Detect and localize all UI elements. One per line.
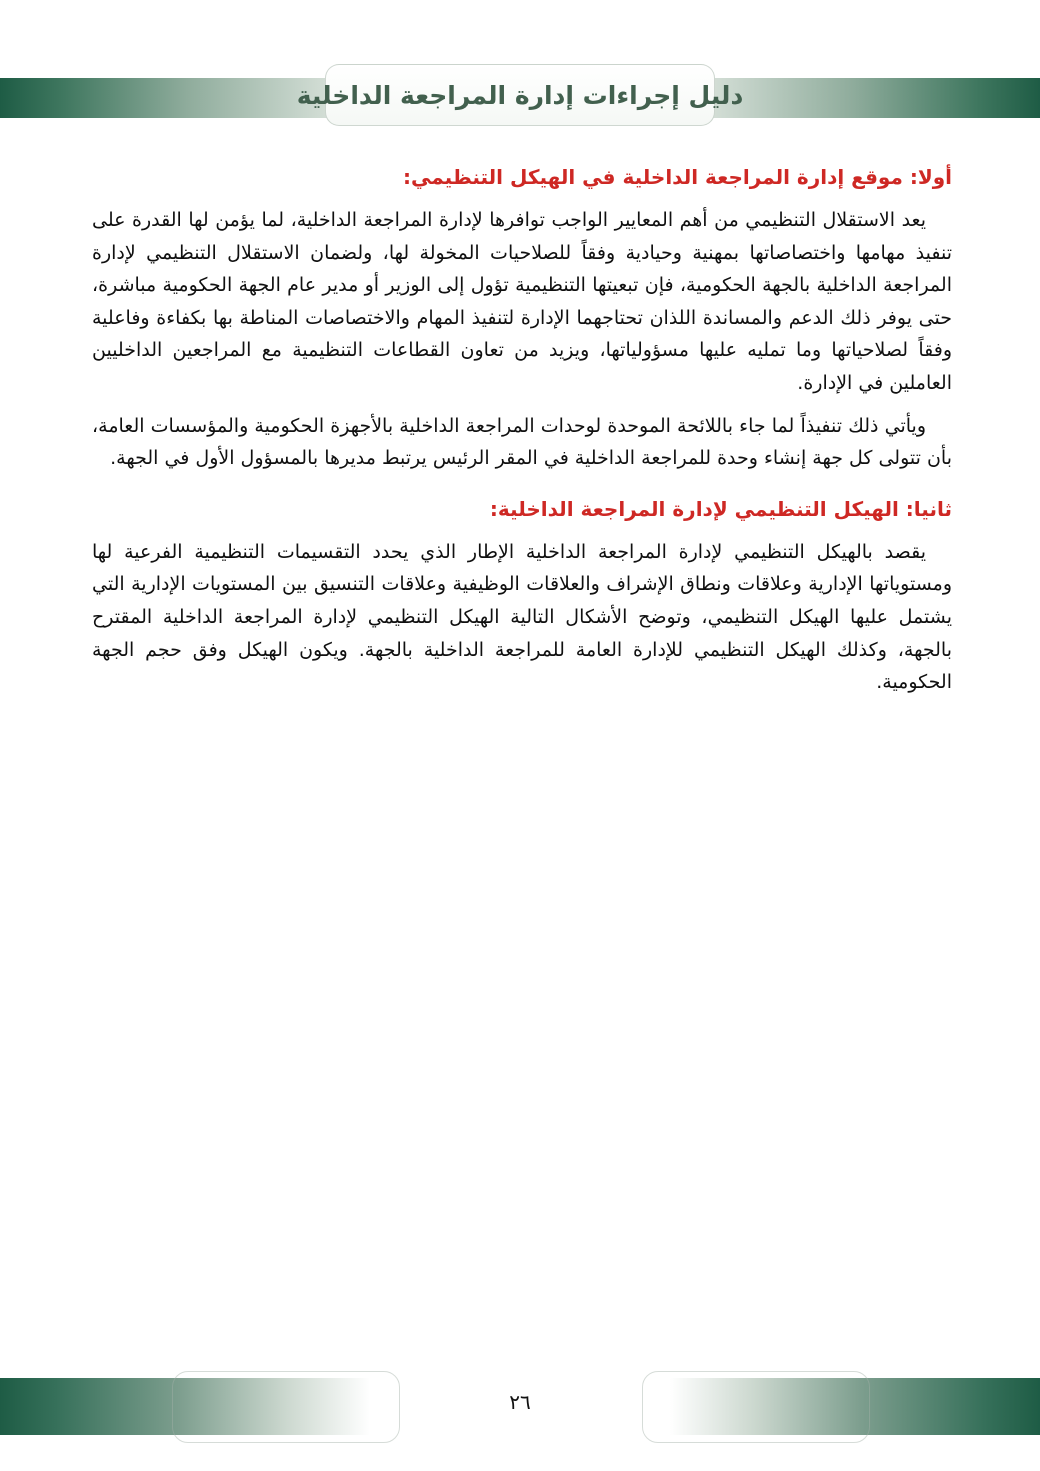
document-title: دليل إجراءات إدارة المراجعة الداخلية [296, 80, 744, 110]
paragraph-organizational-structure: يقصد بالهيكل التنظيمي لإدارة المراجعة الداخلية الإطار الذي يحدد التقسيمات التنظيمية الفرعية لها ومستوياتها الإدارية وعلاقات ونطاق الإشراف والعلاقات الوظيفية وعلاقات التنسيق بين المستويات الإدارية التي يشتمل عليها الهيكل التنظيمي، وتوضح الأشكال التالية الهيكل التنظيمي لإدارة المراجعة الداخلية المقترح بالجهة، وكذلك الهيكل التنظيمي للإدارة العامة للمراجعة الداخلية بالجهة. ويكون الهيكل وفق حجم الجهة الحكومية. [92, 540, 952, 694]
section-heading-first: أولا: موقع إدارة المراجعة الداخلية في الهيكل التنظيمي: [403, 165, 952, 189]
page-number: ٢٦ [509, 1390, 531, 1414]
content-area [92, 163, 952, 709]
section-heading-second: ثانيا: الهيكل التنظيمي لإدارة المراجعة الداخلية: [489, 496, 952, 521]
paragraph-unified-regulation: ويأتي ذلك تنفيذاً لما جاء باللائحة الموحدة لوحدات المراجعة الداخلية بالأجهزة الحكومية والمؤسسات العامة، بأن تتولى كل جهة إنشاء وحدة للمراجعة الداخلية في المقر الرئيس يرتبط مديرها بالمسؤول الأول في الجهة. [92, 414, 952, 470]
header-title-tab [296, 64, 744, 126]
paragraph-organizational-independence: يعد الاستقلال التنظيمي من أهم المعايير الواجب توافرها لإدارة المراجعة الداخلية، لما يؤمن لها القدرة على تنفيذ مهامها واختصاصاتها بمهنية وحيادية وفقاً للصلاحيات المخولة لها، ولضمان الاستقلال التنظيمي لإدارة المراجعة الداخلية بالجهة الحكومية، فإن تبعيتها التنظيمية تؤول إلى الوزير أو مدير عام الجهة الحكومية مباشرة، حتى يوفر ذلك الدعم والمساندة اللذان تحتاجهما الإدارة لتنفيذ المهام والاختصاصات المناطة بها بكفاءة وفاعلية وفقاً لصلاحياتها وما تمليه عليها مسؤولياتها، ويزيد من تعاون القطاعات التنظيمية مع المراجعين الداخليين العاملين في الإدارة. [92, 209, 952, 394]
